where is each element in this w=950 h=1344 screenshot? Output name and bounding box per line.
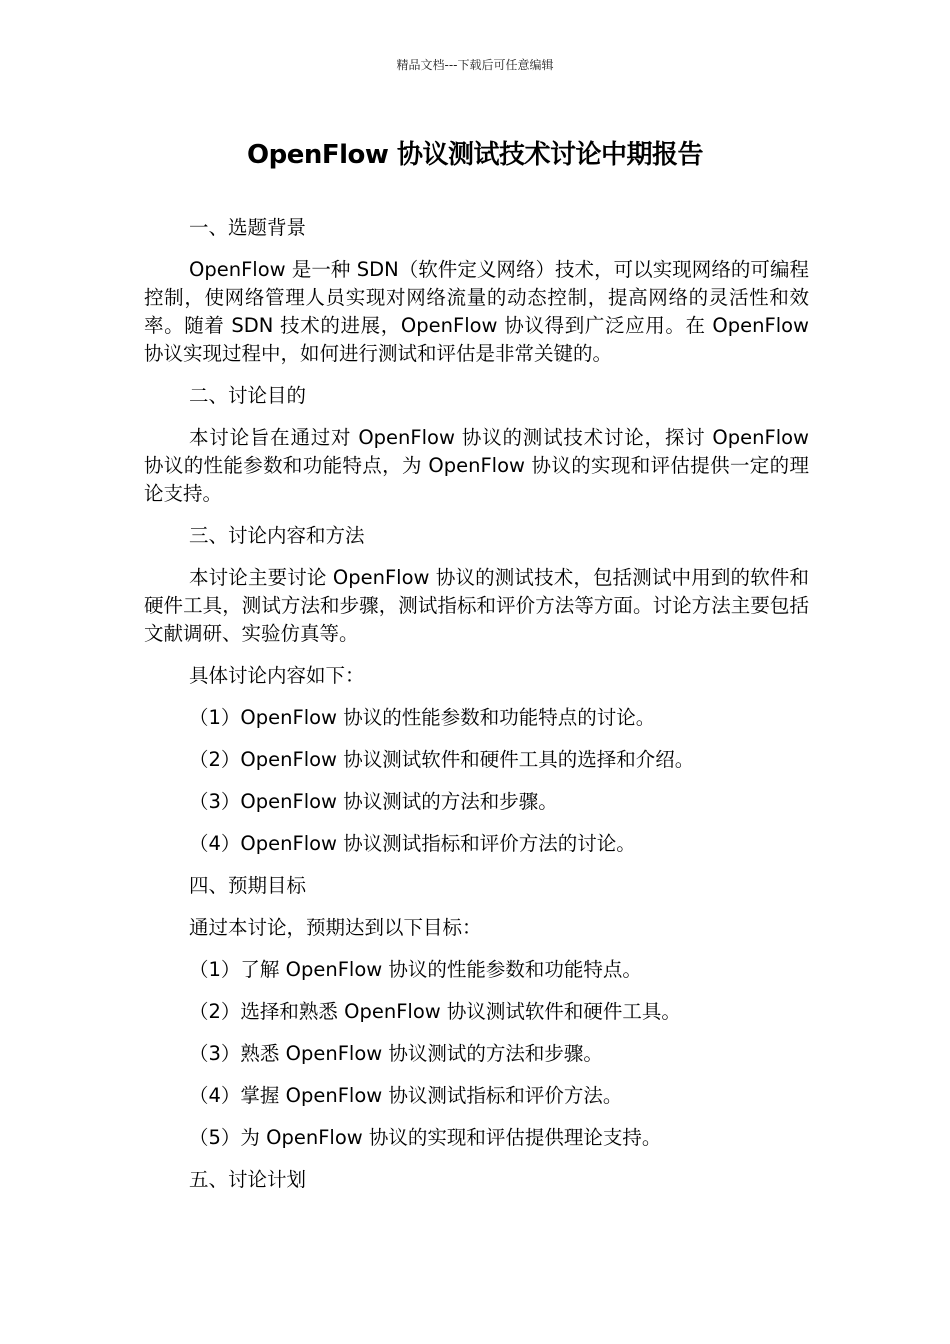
header-note: 精品文档---下载后可任意编辑 <box>396 58 554 72</box>
list-item: （2）选择和熟悉 OpenFlow 协议测试软件和硬件工具。 <box>189 1000 681 1023</box>
section-heading-background: 一、选题背景 <box>189 216 307 239</box>
document-body <box>144 214 809 1208</box>
goals-list-intro: 通过本讨论，预期达到以下目标： <box>189 916 482 939</box>
list-item: （3）熟悉 OpenFlow 协议测试的方法和步骤。 <box>189 1042 603 1065</box>
list-item: （2）OpenFlow 协议测试软件和硬件工具的选择和介绍。 <box>189 748 695 771</box>
list-item: （1）OpenFlow 协议的性能参数和功能特点的讨论。 <box>189 706 656 729</box>
section-heading-purpose: 二、讨论目的 <box>189 384 307 407</box>
paragraph-background: OpenFlow 是一种 SDN（软件定义网络）技术，可以实现网络的可编程控制，使网络管理人员实现对网络流量的动态控制，提高网络的灵活性和效率。随着 SDN 技术的进展，OpenFlow 协议得到广泛应用。在 OpenFlow 协议实现过程中，如何进行测试和评估是非常关键的。 <box>144 258 809 365</box>
paragraph-content-methods: 本讨论主要讨论 OpenFlow 协议的测试技术，包括测试中用到的软件和硬件工具，测试方法和步骤，测试指标和评价方法等方面。讨论方法主要包括文献调研、实验仿真等。 <box>144 566 809 645</box>
section-heading-plan: 五、讨论计划 <box>189 1168 307 1191</box>
section-heading-content-methods: 三、讨论内容和方法 <box>189 524 365 547</box>
list-item: （3）OpenFlow 协议测试的方法和步骤。 <box>189 790 558 813</box>
section-heading-goals: 四、预期目标 <box>189 874 307 897</box>
paragraph-purpose: 本讨论旨在通过对 OpenFlow 协议的测试技术讨论，探讨 OpenFlow 协议的性能参数和功能特点，为 OpenFlow 协议的实现和评估提供一定的理论支持。 <box>144 426 809 505</box>
list-item: （1）了解 OpenFlow 协议的性能参数和功能特点。 <box>189 958 642 981</box>
list-item: （4）掌握 OpenFlow 协议测试指标和评价方法。 <box>189 1084 623 1107</box>
content-list-intro: 具体讨论内容如下： <box>189 664 365 687</box>
list-item: （4）OpenFlow 协议测试指标和评价方法的讨论。 <box>189 832 636 855</box>
list-item: （5）为 OpenFlow 协议的实现和评估提供理论支持。 <box>189 1126 662 1149</box>
document-title: OpenFlow 协议测试技术讨论中期报告 <box>247 140 703 170</box>
